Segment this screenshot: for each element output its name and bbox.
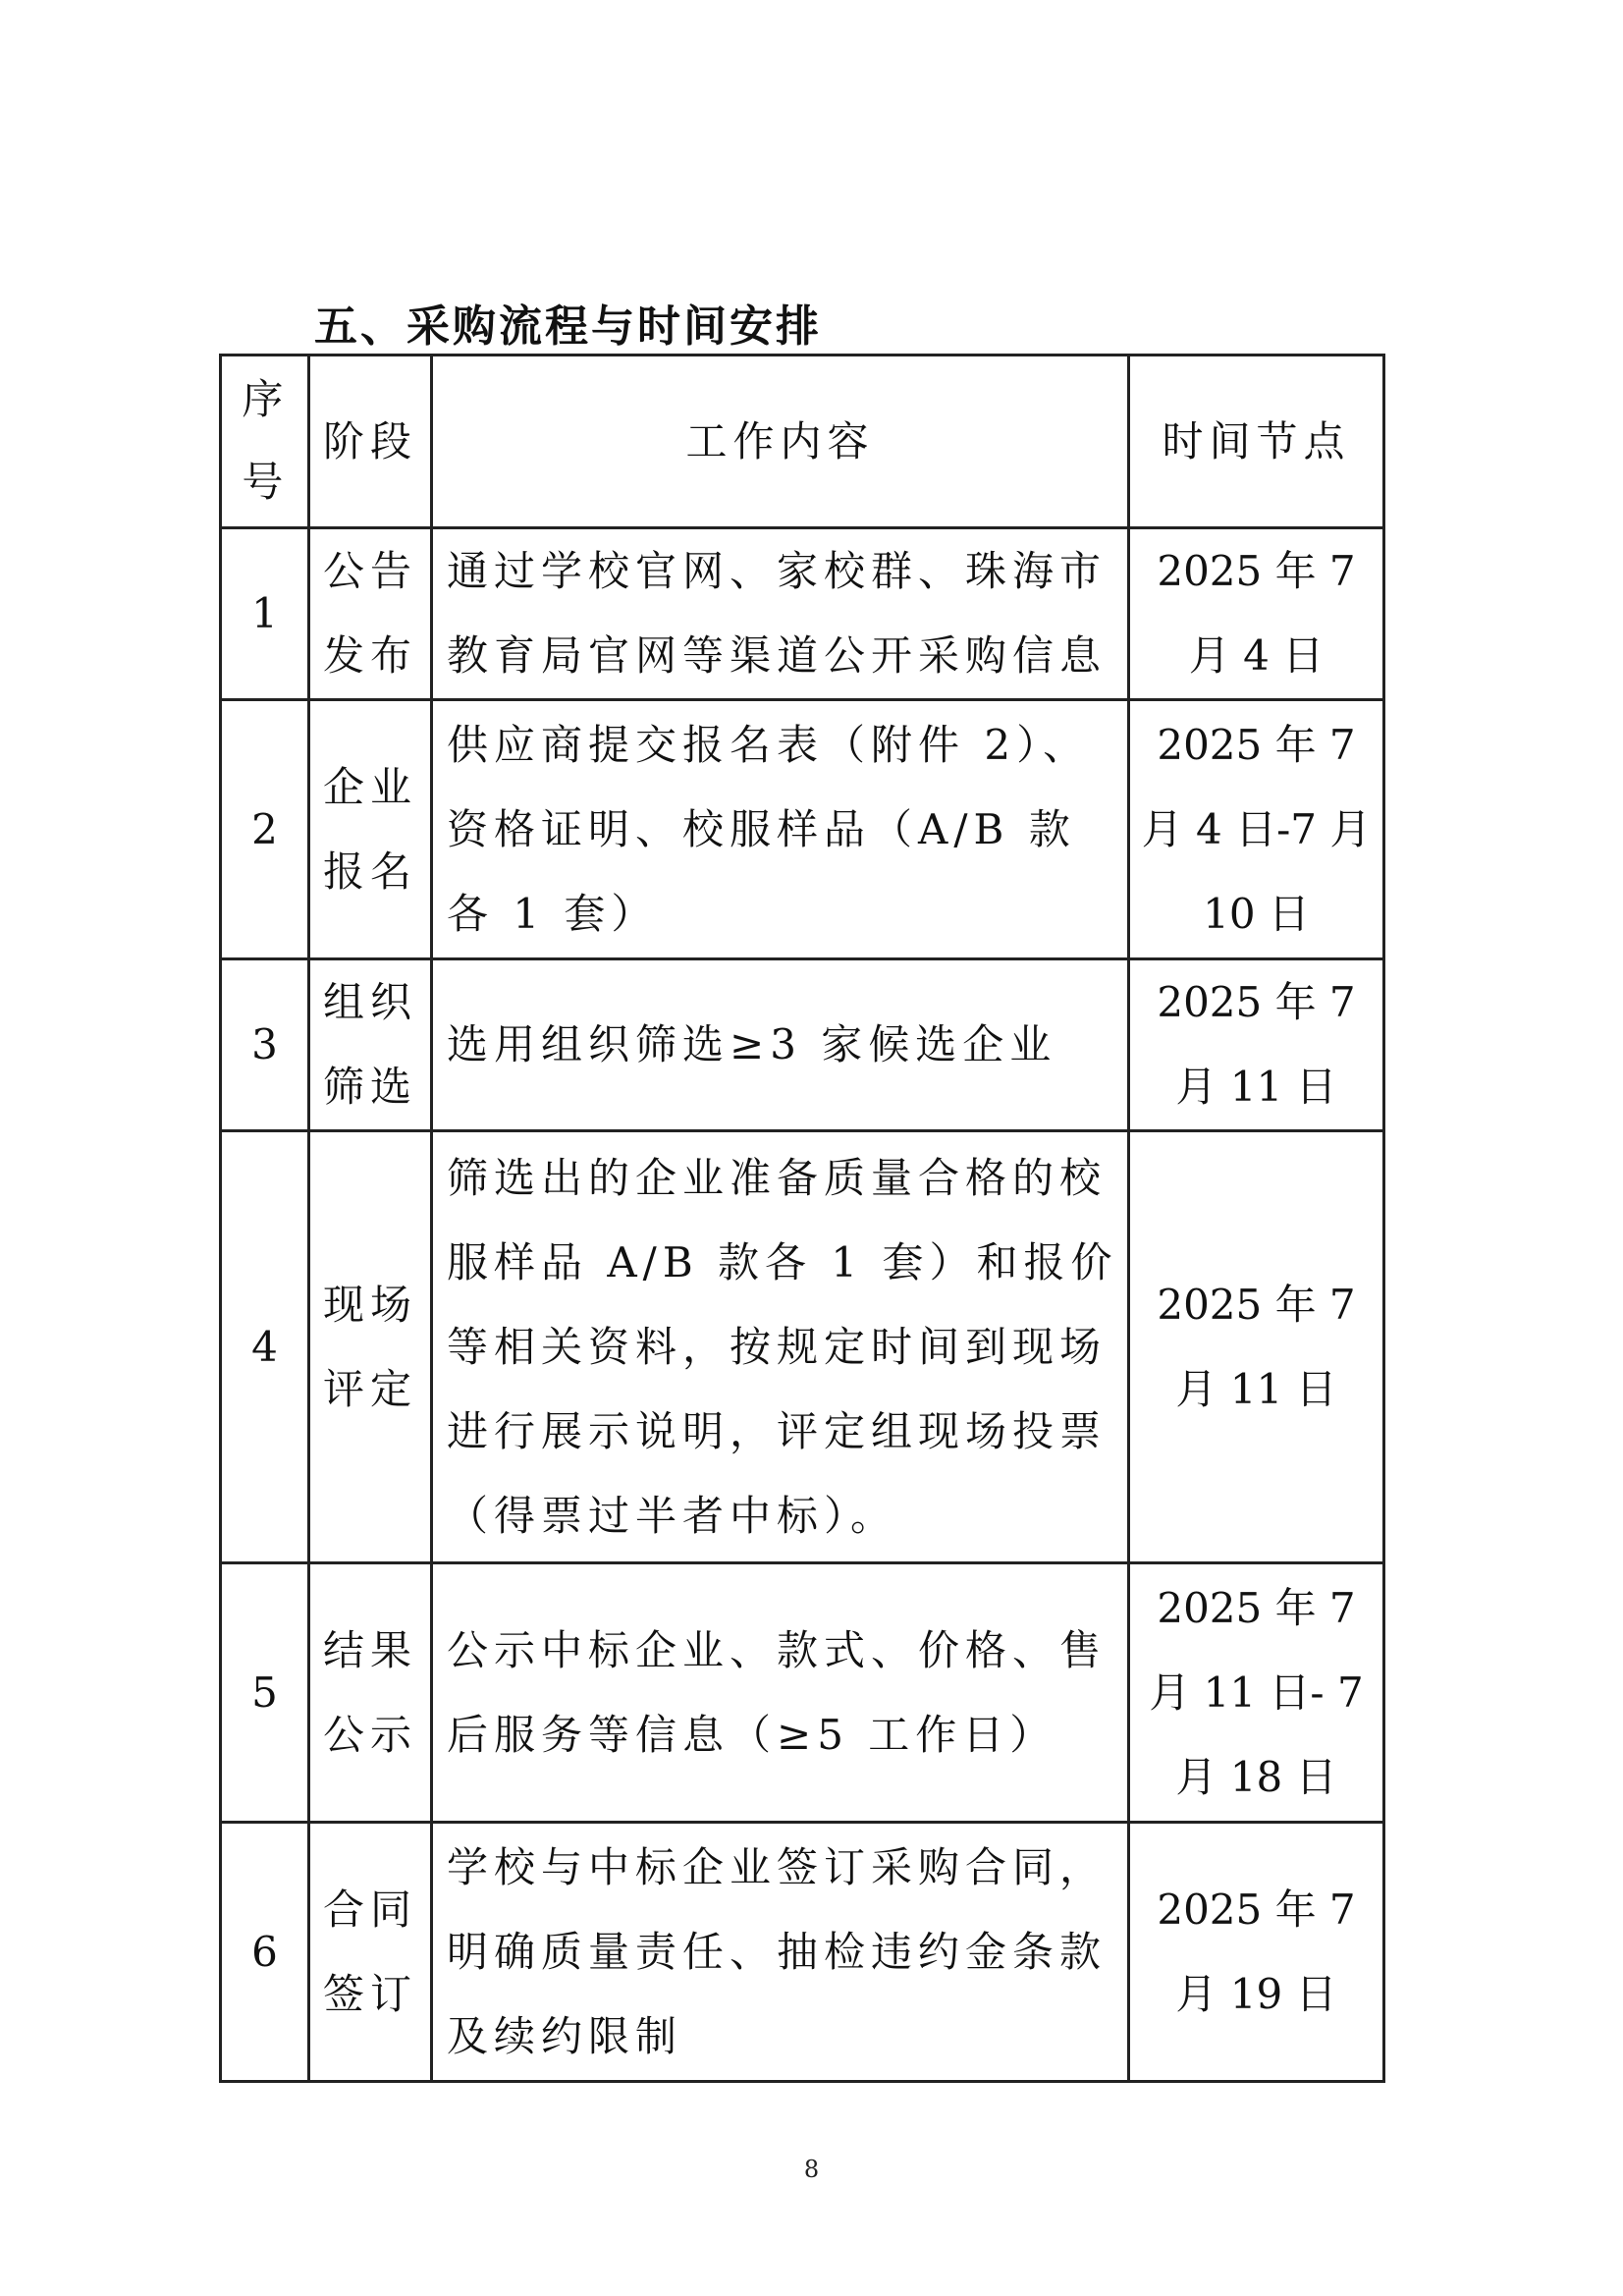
row-stage: 结果公示 (309, 1563, 432, 1823)
page-number: 8 (803, 2156, 820, 2183)
row-no: 3 (221, 959, 309, 1131)
procurement-schedule-table (219, 354, 1385, 2083)
row-time: 2025 年 7 月 11 日- 7 月 18 日 (1129, 1563, 1384, 1823)
row-time: 2025 年 7 月 11 日 (1129, 1131, 1384, 1563)
row-time: 2025 年 7 月 19 日 (1129, 1823, 1384, 2082)
table-row (221, 528, 1384, 700)
row-no: 5 (221, 1563, 309, 1823)
row-no: 6 (221, 1823, 309, 2082)
row-time: 2025 年 7 月 4 日 (1129, 528, 1384, 700)
header-stage: 阶段 (309, 355, 432, 528)
table-row (221, 1563, 1384, 1823)
table-row (221, 1823, 1384, 2082)
row-no: 2 (221, 700, 309, 959)
row-time: 2025 年 7 月 11 日 (1129, 959, 1384, 1131)
row-no: 4 (221, 1131, 309, 1563)
header-time: 时间节点 (1129, 355, 1384, 528)
table-header-row (221, 355, 1384, 528)
row-no: 1 (221, 528, 309, 700)
header-no: 序号 (221, 355, 309, 528)
row-content: 公示中标企业、款式、价格、售后服务等信息（≥5 工作日） (432, 1563, 1129, 1823)
row-content: 选用组织筛选≥3 家候选企业 (432, 959, 1129, 1131)
row-stage: 合同签订 (309, 1823, 432, 2082)
row-stage: 现场评定 (309, 1131, 432, 1563)
row-stage: 组织筛选 (309, 959, 432, 1131)
row-content: 筛选出的企业准备质量合格的校服样品 A/B 款各 1 套）和报价等相关资料，按规定时间到现场进行展示说明，评定组现场投票（得票过半者中标）。 (432, 1131, 1129, 1563)
table-row (221, 700, 1384, 959)
row-time: 2025 年 7 月 4 日-7 月 10 日 (1129, 700, 1384, 959)
row-content: 供应商提交报名表（附件 2）、资格证明、校服样品（A/B 款各 1 套） (432, 700, 1129, 959)
section-title: 五、采购流程与时间安排 (314, 301, 822, 352)
row-stage: 企业报名 (309, 700, 432, 959)
row-stage: 公告发布 (309, 528, 432, 700)
table-row (221, 1131, 1384, 1563)
row-content: 通过学校官网、家校群、珠海市教育局官网等渠道公开采购信息 (432, 528, 1129, 700)
row-content: 学校与中标企业签订采购合同，明确质量责任、抽检违约金条款及续约限制 (432, 1823, 1129, 2082)
table-row (221, 959, 1384, 1131)
header-content: 工作内容 (432, 355, 1129, 528)
